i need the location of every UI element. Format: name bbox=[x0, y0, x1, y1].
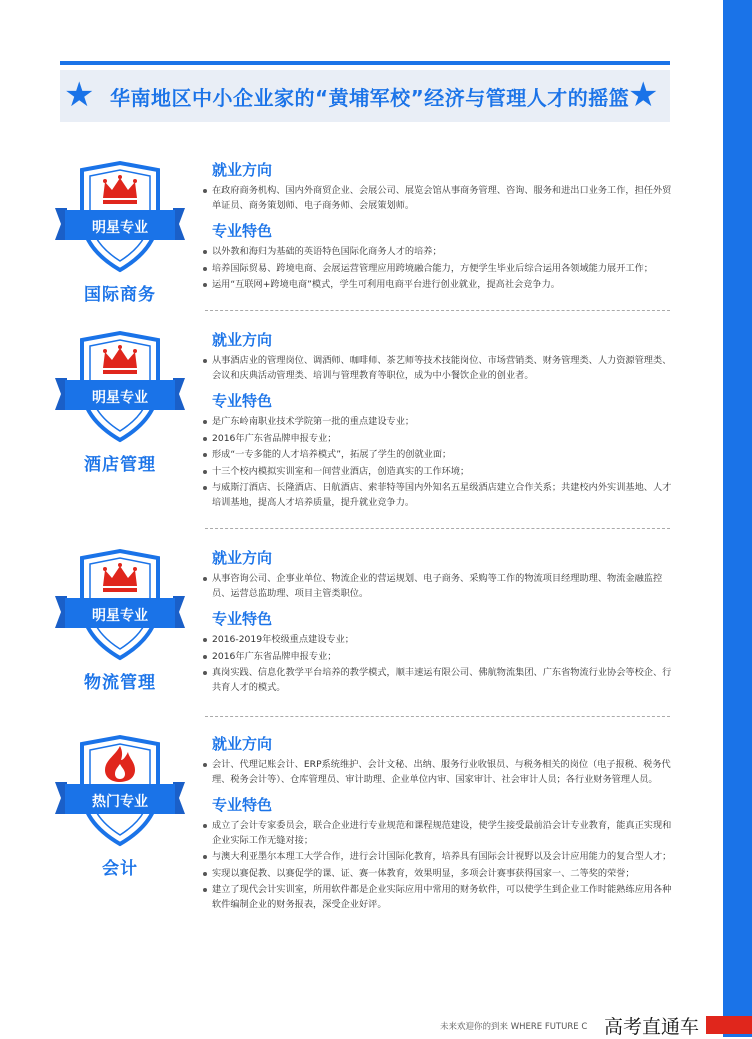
badge-label: 明星专业 bbox=[92, 608, 148, 624]
list-item: 运用“互联网+跨境电商”模式，学生可利用电商平台进行创业就业，提高社会竞争力。 bbox=[200, 278, 678, 293]
list-item: 从事咨询公司、企事业单位、物流企业的营运规划、电子商务、采购等工作的物流项目经理助理、物流金融监控员、运营总监助理、项目主管类职位。 bbox=[200, 572, 678, 601]
feature-list bbox=[200, 819, 678, 912]
badge bbox=[55, 734, 185, 852]
career-heading: 就业方向 bbox=[212, 331, 273, 349]
career-heading: 就业方向 bbox=[212, 735, 273, 753]
badge-label: 明星专业 bbox=[92, 390, 148, 406]
list-item: 实现以赛促教、以赛促学的课、证、赛一体教育，效果明显，多项会计赛事获得国家一、二等奖的荣誉； bbox=[200, 867, 678, 882]
star-icon: ★ bbox=[64, 75, 95, 115]
career-list bbox=[200, 572, 678, 601]
list-item: 从事酒店业的管理岗位、调酒师、咖啡师、茶艺师等技术技能岗位、市场营销类、财务管理类、人力资源管理类、会议和庆典活动管理类、培训与管理教育等职位，成为中小餐饮企业的创业者。 bbox=[200, 354, 678, 383]
feature-heading: 专业特色 bbox=[212, 796, 273, 814]
career-heading: 就业方向 bbox=[212, 161, 273, 179]
major-name: 国际商务 bbox=[84, 285, 156, 305]
list-item: 形成“一专多能的人才培养模式”，拓展了学生的创就业面； bbox=[200, 448, 678, 463]
feature-list bbox=[200, 633, 678, 695]
list-item: 以外教和海归为基础的英语特色国际化商务人才的培养； bbox=[200, 245, 678, 260]
section-content bbox=[200, 548, 678, 703]
list-item: 2016年广东省品牌申报专业； bbox=[200, 650, 678, 665]
major-name: 物流管理 bbox=[84, 673, 156, 693]
section-divider bbox=[205, 310, 670, 311]
career-list bbox=[200, 758, 678, 787]
list-item: 会计、代理记账会计、ERP系统维护、会计文秘、出纳、服务行业收银员、与税务相关的岗位（电子报税、税务代理、税务会计等）、仓库管理员、审计助理、企业单位内审、国家审计、社会审计人员；各行业财务管理人员。 bbox=[200, 758, 678, 787]
career-list bbox=[200, 184, 678, 213]
career-list bbox=[200, 354, 678, 383]
section-content bbox=[200, 330, 678, 518]
list-item: 十三个校内模拟实训室和一间营业酒店，创造真实的工作环境； bbox=[200, 465, 678, 480]
right-accent-bar bbox=[723, 0, 752, 1037]
list-item: 2016-2019年校级重点建设专业； bbox=[200, 633, 678, 648]
career-heading: 就业方向 bbox=[212, 549, 273, 567]
badge bbox=[55, 548, 185, 666]
watermark-background bbox=[706, 1016, 752, 1034]
watermark: 高考直通车 bbox=[604, 1016, 700, 1038]
header-rule bbox=[60, 61, 670, 65]
major-name: 酒店管理 bbox=[84, 455, 156, 475]
list-item: 培养国际贸易、跨境电商、会展运营管理应用跨境融合能力，方便学生毕业后综合运用各领域能力展开工作； bbox=[200, 262, 678, 277]
list-item: 与澳大利亚墨尔本理工大学合作，进行会计国际化教育，培养具有国际会计视野以及会计应用能力的复合型人才； bbox=[200, 850, 678, 865]
section-divider bbox=[205, 528, 670, 529]
badge-label: 热门专业 bbox=[92, 794, 148, 810]
feature-list bbox=[200, 245, 678, 293]
feature-heading: 专业特色 bbox=[212, 392, 273, 410]
section-content bbox=[200, 160, 678, 301]
section-content bbox=[200, 734, 678, 920]
footer-slogan: 未来欢迎你的到来 WHERE FUTURE C bbox=[440, 1022, 588, 1032]
badge bbox=[55, 160, 185, 278]
star-icon: ★ bbox=[628, 75, 659, 115]
list-item: 2016年广东省品牌申报专业； bbox=[200, 432, 678, 447]
page-title: 华南地区中小企业家的“黄埔军校”经济与管理人才的摇篮 bbox=[110, 86, 630, 110]
badge bbox=[55, 330, 185, 448]
list-item: 成立了会计专家委员会，联合企业进行专业规范和课程规范建设，使学生接受最前沿会计专业教育，能真正实现和企业实际工作无缝对接； bbox=[200, 819, 678, 848]
list-item: 真岗实践、信息化教学平台培养的教学模式，顺丰速运有限公司、佛航物流集团、广东省物流行业协会等校企、行共育人才的模式。 bbox=[200, 666, 678, 695]
list-item: 是广东岭南职业技术学院第一批的重点建设专业； bbox=[200, 415, 678, 430]
list-item: 与威斯汀酒店、长隆酒店、日航酒店、索菲特等国内外知名五星级酒店建立合作关系；共建校内外实训基地、人才培训基地，提高人才培养质量，提升就业竞争力。 bbox=[200, 481, 678, 510]
section-divider bbox=[205, 716, 670, 717]
list-item: 建立了现代会计实训室，所用软件都是企业实际应用中常用的财务软件，可以使学生到企业工作时能熟练应用各种软件编制企业的财务报表，深受企业好评。 bbox=[200, 883, 678, 912]
feature-heading: 专业特色 bbox=[212, 610, 273, 628]
list-item: 在政府商务机构、国内外商贸企业、会展公司、展览会馆从事商务管理、咨询、服务和进出口业务工作，担任外贸单证员、商务策划师、电子商务师、会展策划师。 bbox=[200, 184, 678, 213]
feature-list bbox=[200, 415, 678, 510]
badge-label: 明星专业 bbox=[92, 220, 148, 236]
major-name: 会计 bbox=[102, 859, 138, 879]
feature-heading: 专业特色 bbox=[212, 222, 273, 240]
